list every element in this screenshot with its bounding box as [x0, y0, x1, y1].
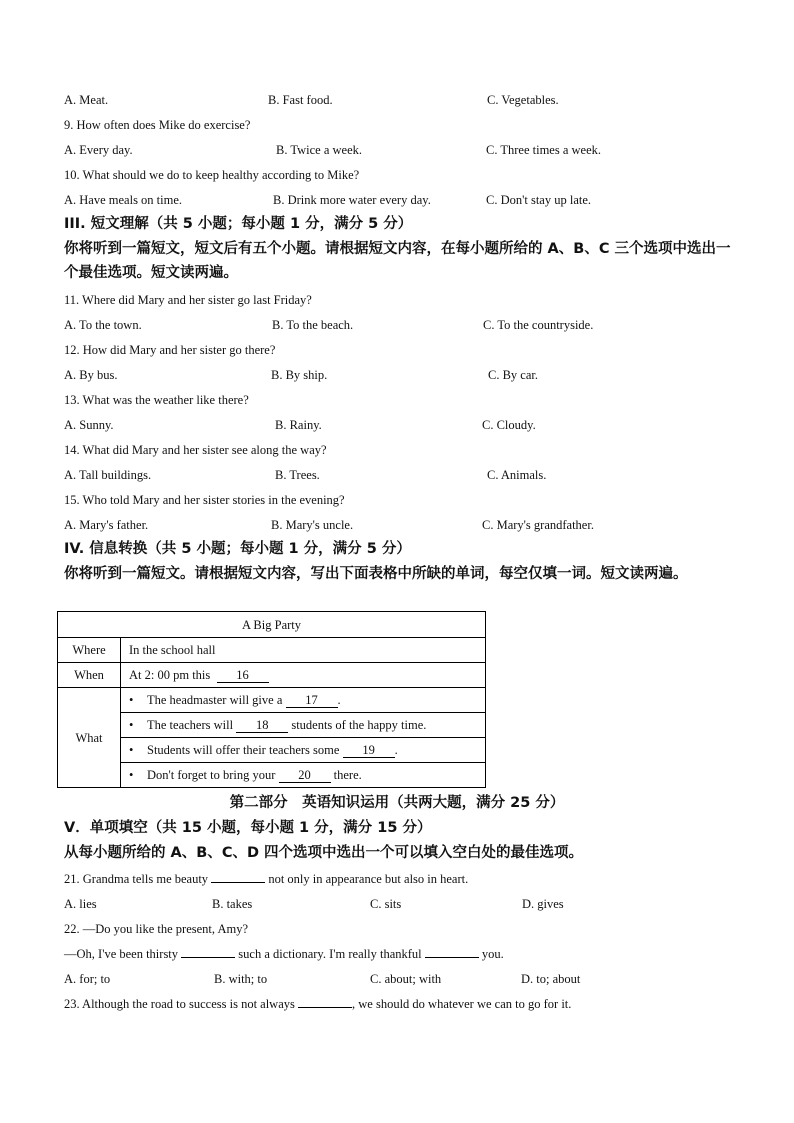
q11-option-a: A. To the town. [64, 318, 142, 332]
q13-question: 13. What was the weather like there? [64, 393, 249, 407]
what-item-3: • Students will offer their teachers some 19 . [121, 738, 486, 763]
section-4-instruction: 你将听到一篇短文。请根据短文内容，写出下面表格中所缺的单词，每空仅填一词。短文读两遍。 [64, 566, 688, 582]
blank-17: 17 [286, 694, 338, 708]
section-3-instruction: 你将听到一篇短文，短文后有五个小题。请根据短文内容，在每小题所给的 A、B、C 三个选项中选出一个最佳选项。短文读两遍。 [64, 241, 731, 281]
section-3-title: III. 短文理解（共 5 小题；每小题 1 分，满分 5 分） [64, 216, 413, 232]
blank-19: 19 [343, 744, 395, 758]
what-item-2: • The teachers will 18 students of the happy time. [121, 713, 486, 738]
q10-option-c: C. Don't stay up late. [486, 193, 592, 207]
q13-option-b: B. Rainy. [275, 418, 322, 432]
q12-option-b: B. By ship. [271, 368, 328, 382]
table-value-where: In the school hall [121, 638, 486, 663]
q9-option-c: C. Three times a week. [486, 143, 602, 157]
q22-option-c: C. about; with [370, 972, 442, 986]
q14-option-a: A. Tall buildings. [64, 468, 152, 482]
answer-blank [425, 946, 479, 958]
table-value-when [121, 663, 486, 688]
q14-option-c: C. Animals. [487, 468, 547, 482]
q9-question: 9. How often does Mike do exercise? [64, 118, 251, 132]
q11-question: 11. Where did Mary and her sister go last Friday? [64, 293, 312, 307]
q21-question: 21. Grandma tells me beauty not only in appearance but also in heart. [64, 872, 469, 886]
q9-option-a: A. Every day. [64, 143, 133, 157]
q8-option-b: B. Fast food. [268, 93, 333, 107]
q12-option-c: C. By car. [488, 368, 538, 382]
q14-option-b: B. Trees. [275, 468, 320, 482]
q22-option-b: B. with; to [214, 972, 268, 986]
q21-option-b: B. takes [212, 897, 253, 911]
answer-blank [211, 871, 265, 883]
q22-response: —Oh, I've been thirsty such a dictionary. I'm really thankful you. [64, 947, 504, 961]
q22-question: 22. —Do you like the present, Amy? [64, 922, 248, 936]
bullet-icon: • [129, 718, 134, 732]
q15-question: 15. Who told Mary and her sister stories in the evening? [64, 493, 345, 507]
q13-option-a: A. Sunny. [64, 418, 114, 432]
bullet-icon: • [129, 768, 134, 782]
info-table [57, 611, 486, 788]
q21-option-c: C. sits [370, 897, 402, 911]
q23-question: 23. Although the road to success is not always , we should do whatever we can to go for it. [64, 997, 572, 1011]
answer-blank [181, 946, 235, 958]
table-label-when: When [58, 663, 121, 688]
q21-option-a: A. lies [64, 897, 97, 911]
q12-question: 12. How did Mary and her sister go there? [64, 343, 276, 357]
blank-18: 18 [236, 719, 288, 733]
what-item-1: • The headmaster will give a 17 . [121, 688, 486, 713]
q15-option-c: C. Mary's grandfather. [482, 518, 594, 532]
q10-question: 10. What should we do to keep healthy according to Mike? [64, 168, 360, 182]
q8-option-a: A. Meat. [64, 93, 109, 107]
bullet-icon: • [129, 743, 134, 757]
q21-option-d: D. gives [522, 897, 564, 911]
table-title: A Big Party [58, 612, 486, 638]
when-prefix: At 2: 00 pm this [129, 668, 211, 682]
section-5-instruction: 从每小题所给的 A、B、C、D 四个选项中选出一个可以填入空白处的最佳选项。 [64, 845, 584, 861]
section-5-title: V．单项填空（共 15 小题，每小题 1 分，满分 15 分） [64, 820, 432, 836]
q15-option-b: B. Mary's uncle. [271, 518, 354, 532]
q10-option-b: B. Drink more water every day. [273, 193, 431, 207]
q22-option-d: D. to; about [521, 972, 581, 986]
what-item-4: • Don't forget to bring your 20 there. [121, 763, 486, 788]
q13-option-c: C. Cloudy. [482, 418, 536, 432]
table-label-where: Where [58, 638, 121, 663]
q14-question: 14. What did Mary and her sister see along the way? [64, 443, 327, 457]
part-2-title: 第二部分 英语知识运用（共两大题，满分 25 分） [229, 795, 565, 811]
section-4-title: IV. 信息转换（共 5 小题；每小题 1 分，满分 5 分） [64, 541, 411, 557]
q9-option-b: B. Twice a week. [276, 143, 363, 157]
q10-option-a: A. Have meals on time. [64, 193, 183, 207]
q15-option-a: A. Mary's father. [64, 518, 149, 532]
bullet-icon: • [129, 693, 134, 707]
q8-option-c: C. Vegetables. [487, 93, 559, 107]
table-label-what: What [58, 688, 121, 788]
answer-blank [298, 996, 352, 1008]
q12-option-a: A. By bus. [64, 368, 118, 382]
q22-option-a: A. for; to [64, 972, 111, 986]
blank-20: 20 [279, 769, 331, 783]
q11-option-c: C. To the countryside. [483, 318, 594, 332]
q11-option-b: B. To the beach. [272, 318, 354, 332]
blank-16: 16 [217, 669, 269, 683]
